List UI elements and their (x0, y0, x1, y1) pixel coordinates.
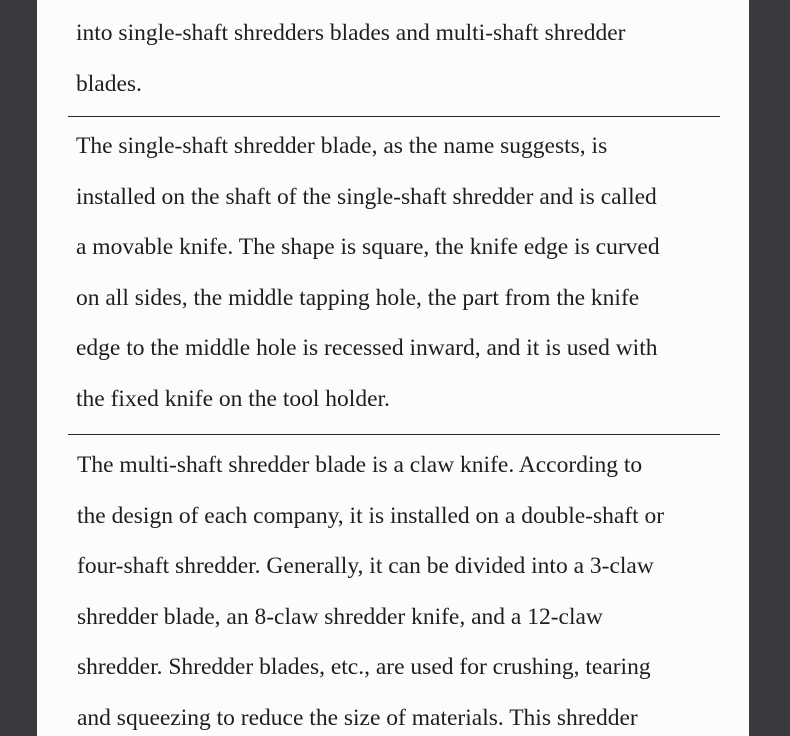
divider-line (68, 116, 720, 117)
text-line: edge to the middle hole is recessed inward, and it is used with (76, 335, 658, 361)
text-line: a movable knife. The shape is square, the knife edge is curved (76, 234, 660, 260)
paragraph-single-shaft-blade (76, 121, 660, 424)
paragraph-blade-types (76, 8, 626, 109)
text-line: installed on the shaft of the single-shaft shredder and is called (76, 183, 657, 210)
document-page (37, 0, 749, 736)
text-line: the fixed knife on the tool holder. (76, 385, 390, 412)
text-line: blades. (76, 70, 142, 97)
divider-line (68, 434, 720, 435)
text-line: shredder. Shredder blades, etc., are used for crushing, tearing (77, 654, 651, 680)
text-line: The multi-shaft shredder blade is a claw knife. According to (77, 452, 643, 478)
text-line: and squeezing to reduce the size of materials. This shredder (77, 704, 638, 731)
text-line: shredder blade, an 8-claw shredder knife, and a 12-claw (77, 603, 603, 630)
text-line: four-shaft shredder. Generally, it can be divided into a 3-claw (77, 553, 654, 579)
paragraph-multi-shaft-blade (77, 440, 664, 736)
text-line: into single-shaft shredders blades and multi-shaft shredder (76, 20, 626, 46)
text-line: The single-shaft shredder blade, as the name suggests, is (76, 133, 608, 159)
text-line: the design of each company, it is installed on a double-shaft or (77, 502, 665, 529)
text-line: on all sides, the middle tapping hole, the part from the knife (76, 284, 640, 311)
